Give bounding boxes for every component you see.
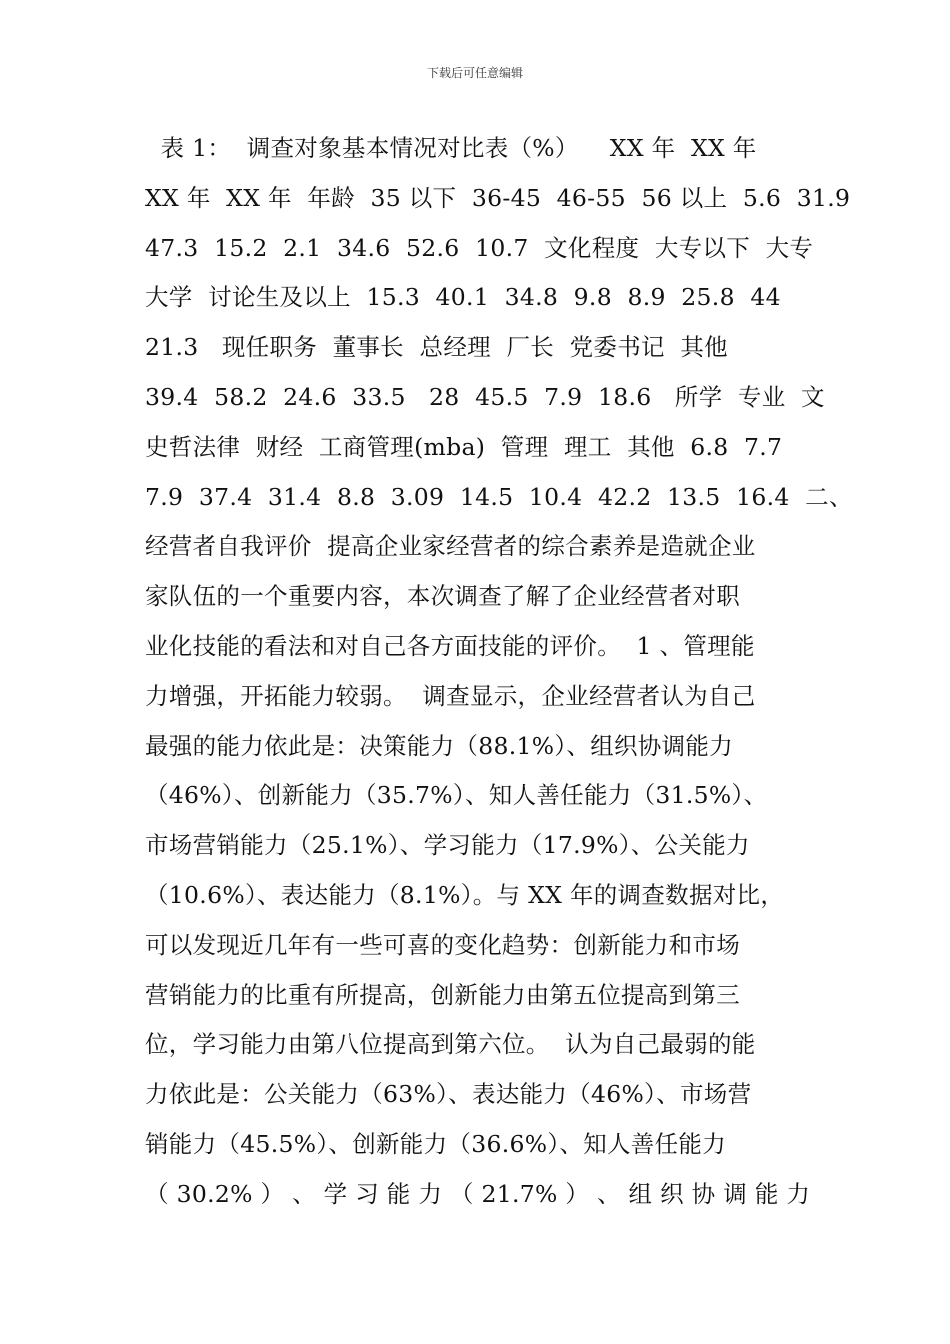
text-line: 史哲法律 财经 工商管理(mba) 管理 理工 其他 6.8 7.7 [145, 432, 783, 461]
text-line: 39.4 58.2 24.6 33.5 28 45.5 7.9 18.6 所学 专业 文 [145, 382, 825, 411]
text-line: 力增强，开拓能力较弱。 调查显示，企业经营者认为自己 [145, 681, 756, 710]
text-line: 家队伍的一个重要内容，本次调查了解了企业经营者对职 [145, 582, 740, 611]
text-line: XX 年 XX 年 年龄 35 以下 36-45 46-55 56 以上 5.6 31.9 [145, 183, 851, 212]
text-line: 业化技能的看法和对自己各方面技能的评价。 1 、管理能 [145, 631, 755, 660]
text-line: 大学 讨论生及以上 15.3 40.1 34.8 9.8 8.9 25.8 44 [145, 283, 781, 312]
text-line: （ 30.2% ） 、 学 习 能 力 （ 21.7% ） 、 组 织 协 调 能 力 [145, 1179, 811, 1208]
text-line: 表 1： 调查对象基本情况对比表（%） XX 年 XX 年 [145, 134, 757, 162]
text-line: 力依此是：公关能力（63%）、表达能力（46%）、市场营 [145, 1080, 752, 1109]
page-header: 下载后可任意编辑 [426, 66, 523, 80]
text-line: 可以发现近几年有一些可喜的变化趋势：创新能力和市场 [145, 930, 740, 959]
text-line: 47.3 15.2 2.1 34.6 52.6 10.7 文化程度 大专以下 大专 [145, 233, 814, 262]
text-line: 营销能力的比重有所提高，创新能力由第五位提高到第三 [145, 980, 740, 1009]
text-line: 7.9 37.4 31.4 8.8 3.09 14.5 10.4 42.2 13.5 16.4 二、 [145, 482, 853, 511]
text-line: （46%）、创新能力（35.7%）、知人善任能力（31.5%）、 [145, 781, 768, 810]
text-line: 位，学习能力由第八位提高到第六位。 认为自己最弱的能 [145, 1030, 756, 1059]
text-line: 销能力（45.5%）、创新能力（36.6%）、知人善任能力 [145, 1129, 727, 1158]
text-line: 21.3 现任职务 董事长 总经理 厂长 党委书记 其他 [145, 333, 728, 362]
text-line: 最强的能力依此是：决策能力（88.1%）、组织协调能力 [145, 731, 734, 760]
text-line: （10.6%）、表达能力（8.1%）。与 XX 年的调查数据对比， [145, 880, 785, 909]
body-text [145, 124, 853, 1220]
text-line: 市场营销能力（25.1%）、学习能力（17.9%）、公关能力 [145, 831, 750, 860]
text-line: 经营者自我评价 提高企业家经营者的综合素养是造就企业 [145, 532, 756, 561]
